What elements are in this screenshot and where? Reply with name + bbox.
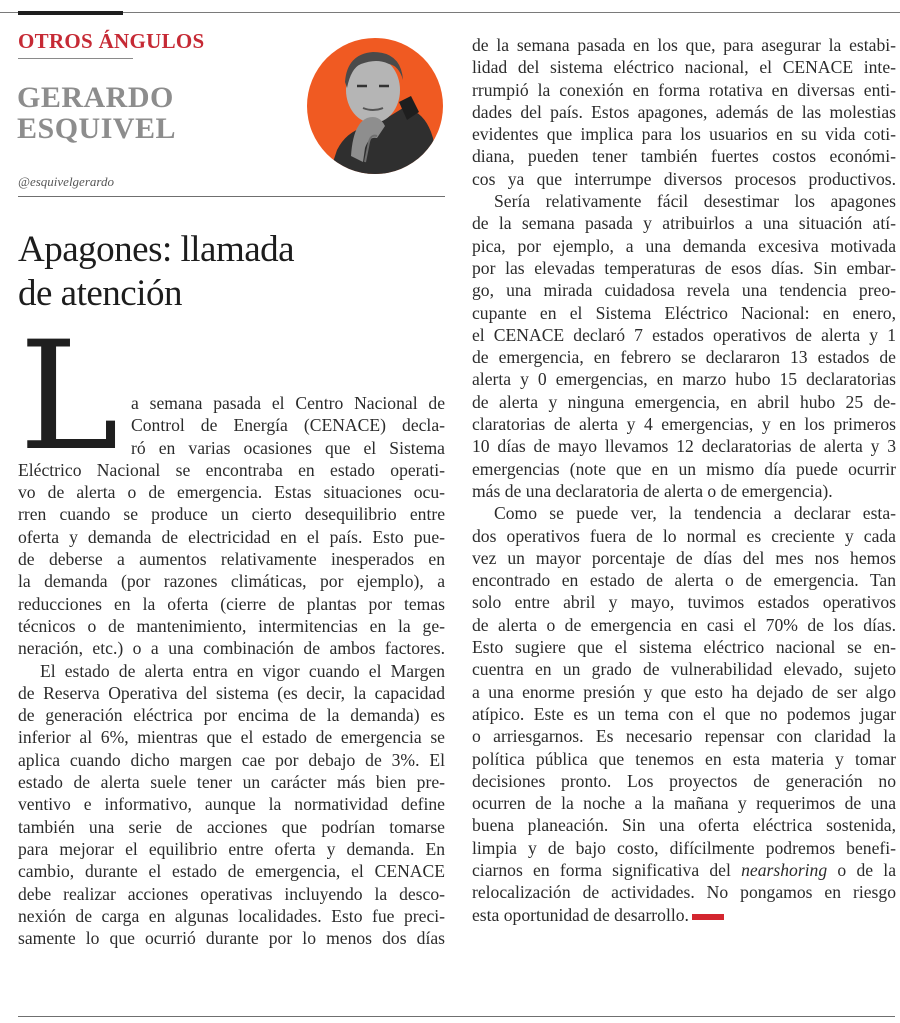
body-line: reducciones en la oferta (cierre de plantas por temas: [18, 593, 445, 614]
body-line: diana, pueden tener también fuertes costos económi-: [472, 146, 896, 167]
body-line: de emergencia, en febrero se declararon 13 estados de: [472, 347, 896, 368]
body-line: de alerta y ninguna emergencia, en abril hubo 25 de-: [472, 391, 896, 412]
body-line: go, una mirada cuidadosa revela una tendencia preo-: [472, 280, 896, 301]
body-line: rren cuando se produce un cierto desequilibrio entre: [18, 504, 445, 525]
body-line-with-italic: [472, 859, 896, 881]
body-line: técnicos o de mantenimiento, intermitencias en la ge-: [18, 615, 445, 636]
body-line: de la semana pasada en los que, para asegurar la estabi-: [472, 35, 896, 55]
article-column-left: [18, 392, 445, 949]
body-line: política pública que tenemos en esta materia y tomar: [472, 748, 896, 769]
body-line: nexión de carga en algunas localidades. Esto fue preci-: [18, 905, 445, 926]
body-line: oferta y demanda de electricidad en el país. Esto pue-: [18, 526, 445, 547]
body-line: cupante en el Sistema Eléctrico Nacional: en enero,: [472, 302, 896, 323]
headline-line: de atención: [18, 273, 182, 314]
bottom-rule: [18, 1016, 895, 1017]
body-line: rrumpió la conexión en forma rotativa en diversas enti-: [472, 79, 896, 100]
body-line: Control de Energía (CENACE) decla-: [131, 415, 445, 436]
body-line: Esto sugiere que el sistema eléctrico nacional se en-: [472, 637, 896, 658]
body-line: evidentes que implica para los usuarios en su vida coti-: [472, 124, 896, 145]
body-line: samente lo que ocurrió durante por lo menos dos días: [18, 928, 445, 949]
body-line: de generación eléctrica por encima de la demanda) es: [18, 705, 445, 726]
body-line: relocalización de actividades. No pongamos en riesgo: [472, 882, 896, 903]
body-line: más de una declaratoria de alerta o de emergencia).: [472, 480, 833, 501]
body-line: alerta y 0 emergencias, en marzo hubo 15 declaratorias: [472, 369, 896, 390]
body-line: cambio, durante el estado de emergencia, el CENACE: [18, 861, 445, 882]
article-headline: [18, 228, 294, 316]
body-line: cuentra en un grado de vulnerabilidad elevado, sujeto: [472, 659, 896, 680]
end-mark-icon: [692, 914, 724, 920]
body-line: atípico. Este es un tema con el que no podemos jugar: [472, 703, 896, 724]
body-line: ró en varias ocasiones que el Sistema: [131, 437, 445, 458]
top-rule: [0, 12, 900, 13]
body-line: inferior al 6%, mientras que el estado de emergencia se: [18, 727, 445, 748]
body-line: a una enorme presión y que esto ha dejado de ser algo: [472, 681, 896, 702]
body-line: debe realizar acciones operativas incluyendo la desco-: [18, 883, 445, 904]
body-line: El estado de alerta entra en vigor cuando el Margen: [40, 660, 445, 681]
body-line: pica, por ejemplo, a una demanda excesiva motivada: [472, 235, 896, 256]
body-line: dos operativos fuera de lo normal es creciente y cada: [472, 525, 896, 546]
section-label: OTROS ÁNGULOS: [18, 29, 205, 53]
body-line: decisiones pronto. Los proyectos de generación no: [472, 770, 896, 791]
body-line: limpia y de bajo costo, difícilmente podremos benefi-: [472, 837, 896, 858]
author-last-name: ESQUIVEL: [17, 112, 177, 145]
body-line: la demanda (por razones climáticas, por ejemplo), a: [18, 571, 445, 592]
body-line: a semana pasada el Centro Nacional de: [131, 393, 445, 413]
body-line: aplica cuando dicho margen cae por debajo de 3%. El: [18, 749, 445, 770]
section-tab-bar: [18, 11, 123, 15]
body-line: también una serie de acciones que podrían tomarse: [18, 816, 445, 837]
header-divider: [18, 196, 445, 197]
body-line: encontrado en estado de alerta o de emergencia. Tan: [472, 570, 896, 591]
author-first-name: GERARDO: [17, 81, 174, 114]
portrait-figure-icon: [307, 38, 443, 174]
body-line: emergencias (note que en un mismo día puede ocurrir: [472, 458, 896, 479]
body-line: para mejorar el equilibrio entre oferta y demanda. En: [18, 838, 445, 859]
body-line: o arriesgarnos. Es necesario repensar con claridad la: [472, 726, 896, 747]
body-line: cos ya que interrumpe diversos procesos productivos.: [472, 168, 896, 189]
drop-cap: L: [19, 310, 119, 484]
italic-term: nearshoring: [741, 859, 828, 880]
body-line: Como se puede ver, la tendencia a declarar esta-: [494, 503, 896, 524]
body-line-final: [472, 904, 896, 926]
body-line: estado de alerta suele tener un carácter más bien pre-: [18, 772, 445, 793]
body-line: ocurren de la noche a la mañana y requerimos de una: [472, 793, 896, 814]
body-line: claratorias de alerta y 4 emergencias, y en los primeros: [472, 414, 896, 435]
body-text: ciarnos en forma significativa del: [472, 859, 742, 880]
article-column-right: [472, 34, 896, 926]
author-portrait: [307, 38, 443, 174]
body-line: 10 días de mayo llevamos 12 declaratorias de alerta y 3: [472, 436, 896, 457]
body-line: de la semana pasada y atribuirlos a una situación atí-: [472, 213, 896, 234]
body-line: por las elevadas temperaturas de esos días. Sin embar-: [472, 257, 896, 278]
author-name: [17, 83, 176, 145]
headline-line: Apagones: llamada: [18, 229, 295, 270]
body-line: neración, etc.) o a una combinación de ambos factores.: [18, 638, 445, 659]
body-line: Sería relativamente fácil desestimar los apagones: [494, 191, 896, 212]
section-divider: [18, 58, 133, 59]
body-line: Eléctrico Nacional se encontraba en estado operati-: [18, 459, 445, 480]
author-handle: @esquivelgerardo: [18, 174, 114, 189]
body-line: lidad del sistema eléctrico nacional, el CENACE inte-: [472, 57, 896, 78]
body-text: o de la: [827, 859, 896, 880]
body-text: esta oportunidad de desarrollo.: [472, 904, 689, 925]
body-line: de alerta o de emergencia en casi el 70% de los días.: [472, 614, 896, 635]
body-line: vo de alerta o de emergencia. Estas situaciones ocu-: [18, 482, 445, 503]
body-line: vez un mayor porcentaje de días del mes nos hemos: [472, 547, 896, 568]
body-line: de deberse a aumentos relativamente inesperados en: [18, 549, 445, 570]
body-line: solo entre abril y mayo, tuvimos estados operativos: [472, 592, 896, 613]
body-line: el CENACE declaró 7 estados operativos de alerta y 1: [472, 324, 896, 345]
body-line: buena planeación. Sin una oferta eléctrica sostenida,: [472, 815, 896, 836]
body-line: dades del país. Estos apagones, además de las molestias: [472, 101, 896, 122]
body-line: de Reserva Operativa del sistema (es decir, la capacidad: [18, 682, 445, 703]
body-line: ventivo e informativo, aunque la normatividad define: [18, 794, 445, 815]
